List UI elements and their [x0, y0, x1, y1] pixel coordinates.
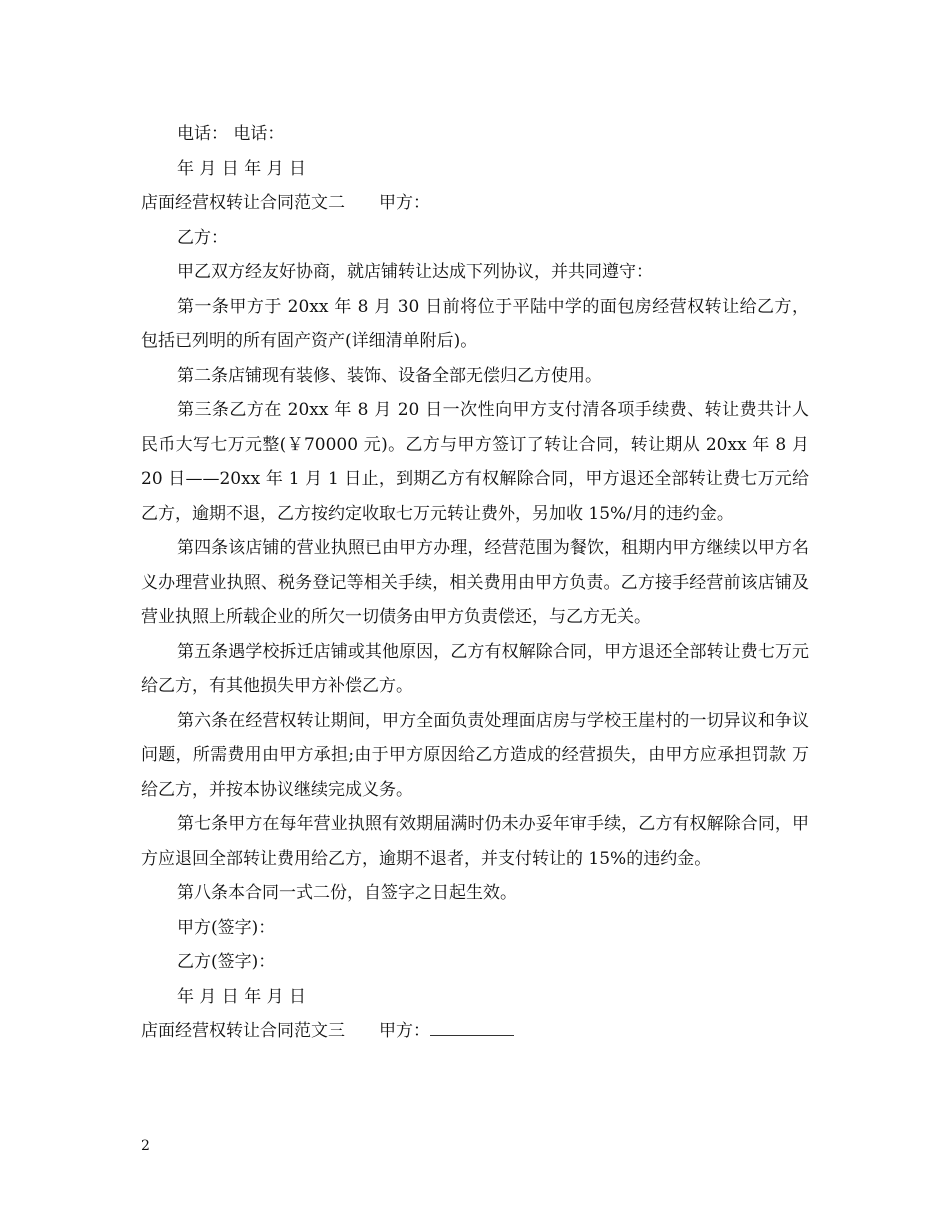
article-2: 第二条店铺现有装修、装饰、设备全部无偿归乙方使用。 — [177, 365, 602, 386]
article-3: 第三条乙方在 20xx 年 8 月 20 日一次性向甲方支付清各项手续费、转让费共计人民币大写七万元整(￥70000 元)。乙方与甲方签订了转让合同，转让期从 20xx 年 8 月 20 日——20xx 年 1 月 1 日止，到期乙方有权解除合同，甲方退还全部转让费七万元给乙方，逾期不退，乙方按约定收取七万元转让费外，另加收 15%/月的违约金。 — [141, 400, 809, 524]
phone-line: 电话： 电话： — [177, 124, 285, 144]
section-heading-3 — [141, 1014, 809, 1049]
party-b-label: 乙方： — [177, 227, 228, 248]
article-4: 第四条该店铺的营业执照已由甲方办理，经营范围为餐饮，租期内甲方继续以甲方名义办理营业执照、税务登记等相关手续，相关费用由甲方负责。乙方接手经营前该店铺及营业执照上所载企业的所欠一切债务由甲方负责偿还，与乙方无关。 — [141, 538, 809, 627]
article-6: 第六条在经营权转让期间，甲方全面负责处理面店房与学校王崖村的一切异议和争议问题，所需费用由甲方承担;由于甲方原因给乙方造成的经营损失，由甲方应承担罚款 万给乙方，并按本协议继续完成义务。 — [141, 710, 809, 800]
article-5: 第五条遇学校拆迁店铺或其他原因，乙方有权解除合同，甲方退还全部转让费七万元给乙方，有其他损失甲方补偿乙方。 — [141, 641, 809, 696]
article-1: 第一条甲方于 20xx 年 8 月 30 日前将位于平陆中学的面包房经营权转让给乙方，包括已列明的所有固产资产(详细清单附后)。 — [141, 296, 809, 351]
page-number: 2 — [141, 1138, 150, 1154]
signature-party-b: 乙方(签字)： — [177, 952, 276, 972]
section-heading-2 — [141, 186, 809, 221]
signature-party-a: 甲方(签字)： — [177, 917, 276, 938]
article-8: 第八条本合同一式二份，自签字之日起生效。 — [177, 883, 517, 903]
document-body — [141, 117, 809, 1049]
section-title: 店面经营权转让合同范文二 — [141, 193, 345, 213]
party-a-label: 甲方： — [379, 193, 430, 213]
article-7: 第七条甲方在每年营业执照有效期届满时仍未办妥年审手续，乙方有权解除合同，甲方应退回全部转让费用给乙方，逾期不退者，并支付转让的 15%的违约金。 — [141, 814, 809, 869]
section-title: 店面经营权转让合同范文三 — [141, 1021, 345, 1041]
date-line: 年 月 日 年 月 日 — [177, 158, 307, 179]
intro-paragraph: 甲乙双方经友好协商，就店铺转让达成下列协议，并共同遵守： — [177, 262, 653, 282]
signature-date-line: 年 月 日 年 月 日 — [177, 986, 307, 1007]
party-a-label: 甲方： — [379, 1021, 430, 1041]
fill-in-blank — [430, 1015, 514, 1036]
